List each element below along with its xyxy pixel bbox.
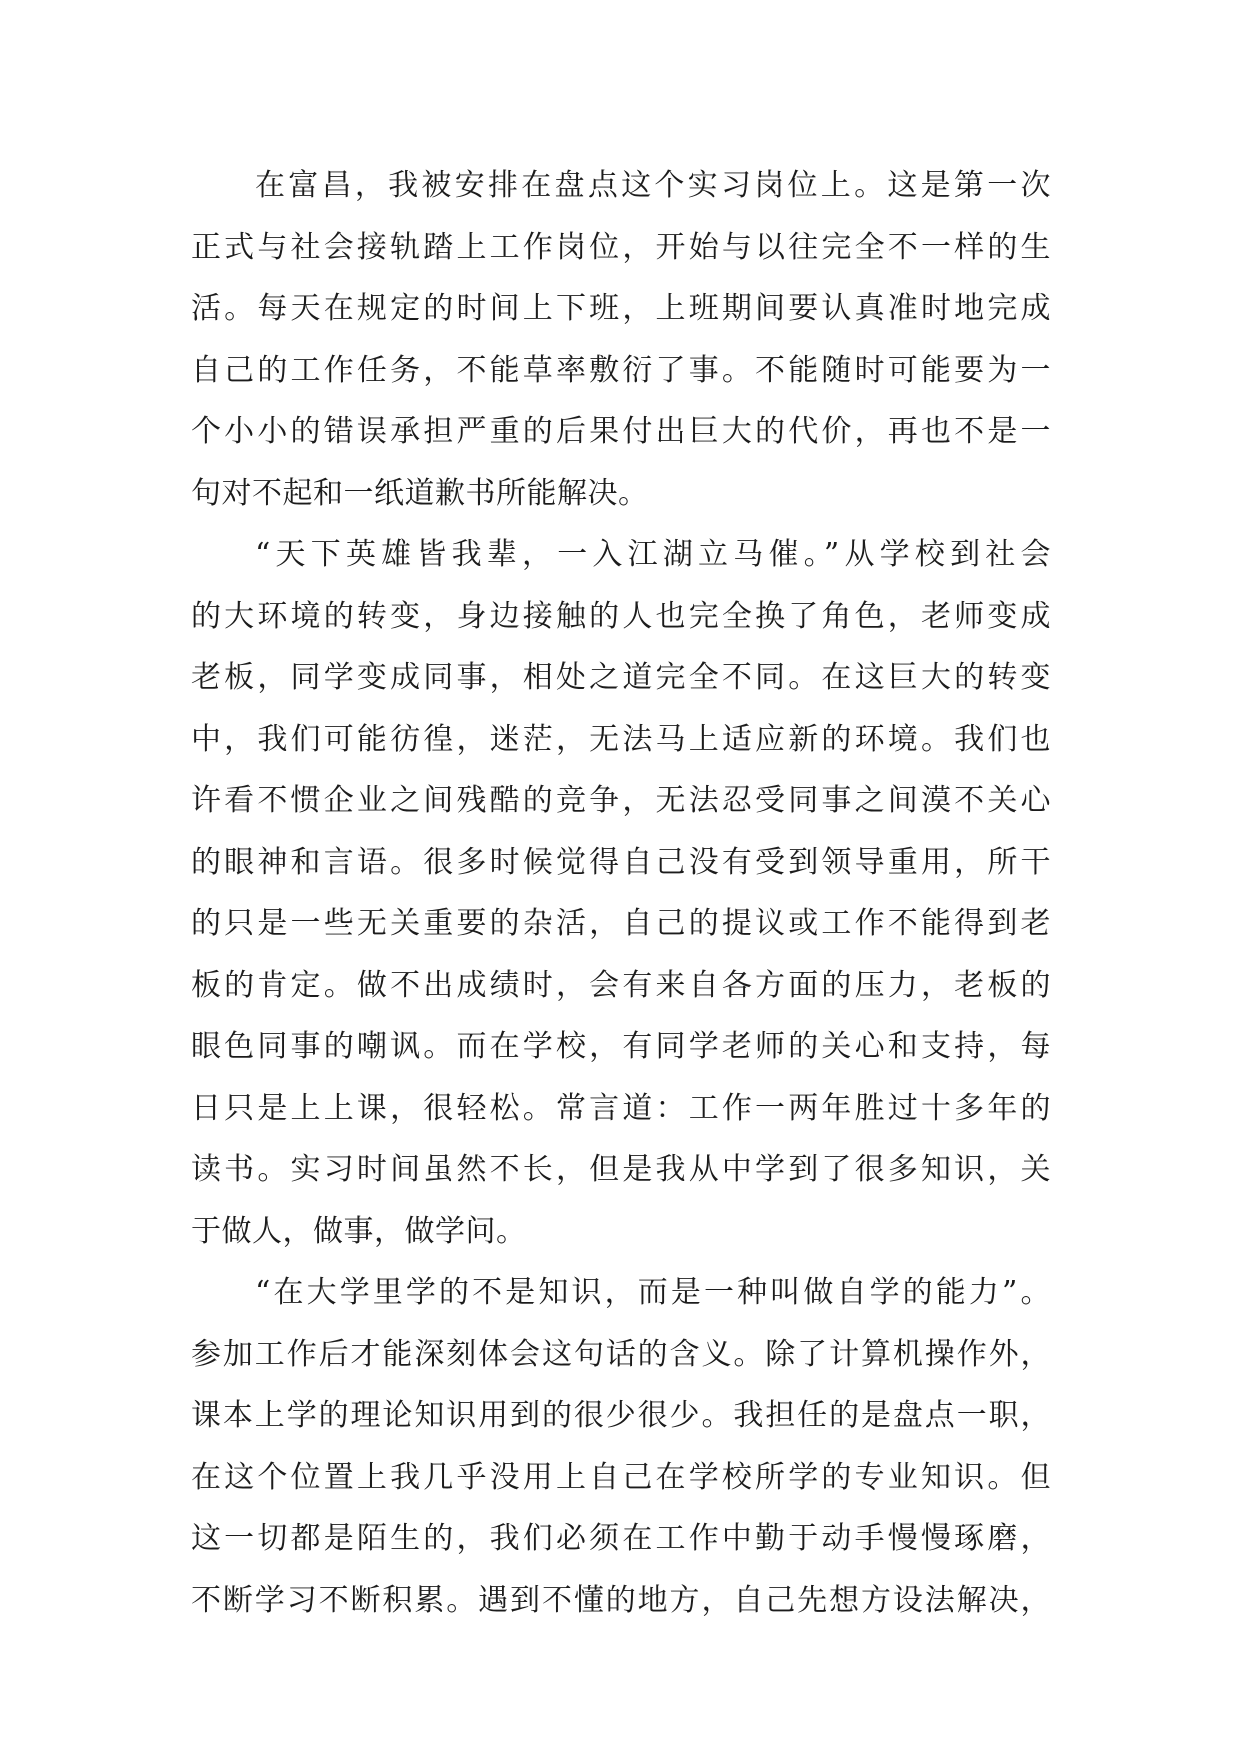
text-line: 眼色同事的嘲讽。而在学校，有同学老师的关心和支持，每	[191, 1029, 1051, 1064]
text-line: 的只是一些无关重要的杂活，自己的提议或工作不能得到老	[191, 906, 1051, 941]
text-line: 不断学习不断积累。遇到不懂的地方，自己先想方设法解决，	[191, 1582, 1051, 1618]
text-line: 正式与社会接轨踏上工作岗位，开始与以往完全不一样的生	[191, 229, 1051, 265]
text-line: 日只是上上课，很轻松。常言道：工作一两年胜过十多年的	[191, 1090, 1051, 1126]
text-line: 老板，同学变成同事，相处之道完全不同。在这巨大的转变	[191, 660, 1051, 695]
text-line: 的眼神和言语。很多时候觉得自己没有受到领导重用，所干	[191, 844, 1051, 880]
text-line: 句对不起和一纸道歉书所能解决。	[191, 475, 649, 511]
text-line: 这一切都是陌生的，我们必须在工作中勤于动手慢慢琢磨，	[191, 1521, 1051, 1556]
text-line: 中，我们可能彷徨，迷茫，无法马上适应新的环境。我们也	[191, 721, 1051, 757]
text-line: 读书。实习时间虽然不长，但是我从中学到了很多知识，关	[191, 1152, 1051, 1187]
body-text	[191, 155, 1051, 1631]
text-line: 自己的工作任务，不能草率敷衍了事。不能随时可能要为一	[191, 352, 1051, 388]
text-line: 的大环境的转变，身边接触的人也完全换了角色，老师变成	[191, 598, 1051, 634]
text-line: 于做人，做事，做学问。	[191, 1213, 527, 1249]
text-line: 参加工作后才能深刻体会这句话的含义。除了计算机操作外，	[191, 1336, 1051, 1372]
text-line: 许看不惯企业之间残酷的竞争，无法忍受同事之间漠不关心	[191, 783, 1051, 818]
text-line: 板的肯定。做不出成绩时，会有来自各方面的压力，老板的	[191, 967, 1051, 1003]
text-line: 在这个位置上我几乎没用上自己在学校所学的专业知识。但	[191, 1459, 1051, 1495]
text-line: 个小小的错误承担严重的后果付出巨大的代价，再也不是一	[191, 414, 1051, 449]
text-line: 在富昌，我被安排在盘点这个实习岗位上。这是第一次	[255, 168, 1051, 203]
text-line: “天下英雄皆我辈，一入江湖立马催。”从学校到社会	[255, 537, 1051, 572]
text-line: 课本上学的理论知识用到的很少很少。我担任的是盘点一职，	[191, 1398, 1051, 1433]
text-line: 活。每天在规定的时间上下班，上班期间要认真准时地完成	[191, 291, 1051, 326]
text-line: “在大学里学的不是知识，而是一种叫做自学的能力”。	[255, 1275, 1051, 1310]
